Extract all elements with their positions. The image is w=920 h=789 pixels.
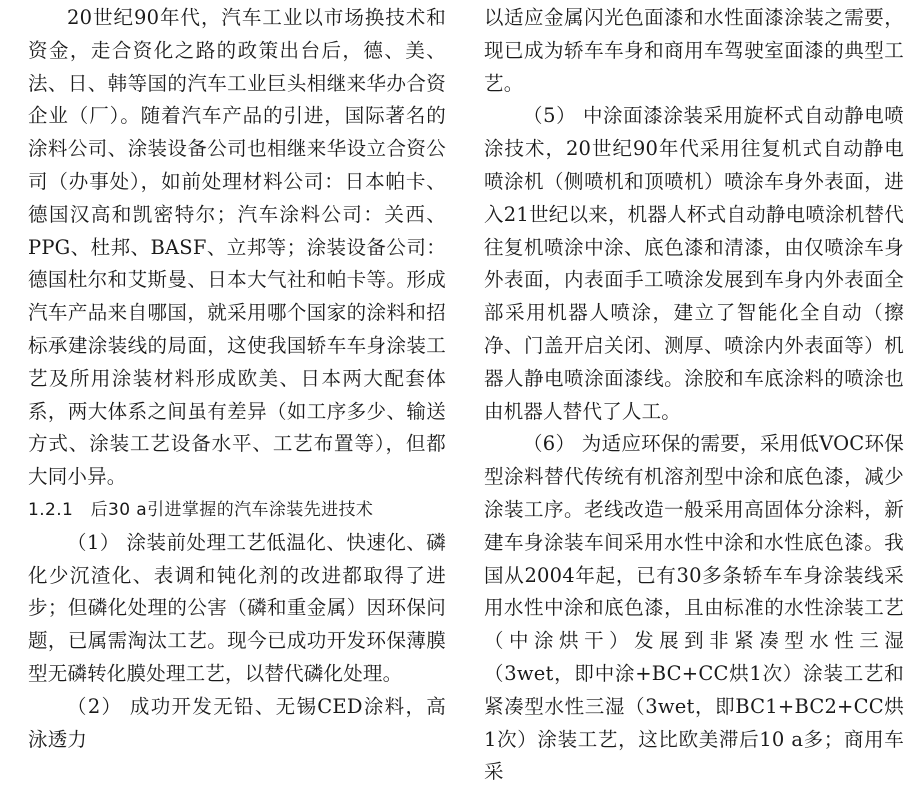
item-6-paragraph: （6） 为适应环保的需要，采用低VOC环保型涂料替代传统有机溶剂型中涂和底色漆，减少涂装工序。老线改造一般采用高固体分涂料，新建车身涂装车间采用水性中涂和水性底色漆。我国从2004年起，已有30多条轿车车身涂装线采用水性中涂和底色漆，且由标准的水性涂装工艺（中涂烘干）发展到非紧凑型水性三湿（3wet，即中涂+BC+CC烘1次）涂装工艺和紧凑型水性三湿（3wet，即BC1+BC2+CC烘1次）涂装工艺，这比欧美滞后10 a多；商用车采 — [484, 432, 904, 784]
item-2-paragraph-start: （2） 成功开发无铅、无锡CED涂料，高泳透力 — [28, 694, 446, 751]
right-column — [484, 2, 904, 789]
left-column — [28, 2, 446, 756]
intro-paragraph: 20世纪90年代，汽车工业以市场换技术和资金，走合资化之路的政策出台后，德、美、法、日、韩等国的汽车工业巨头相继来华办合资企业（厂）。随着汽车产品的引进，国际著名的涂料公司、涂装设备公司也相继来华设立合资公司（办事处），如前处理材料公司：日本帕卡、德国汉高和凯密特尔；汽车涂料公司：关西、PPG、杜邦、BASF、立邦等；涂装设备公司：德国杜尔和艾斯曼、日本大气社和帕卡等。形成汽车产品来自哪国，就采用哪个国家的涂料和招标承建涂装线的局面，这使我国轿车车身涂装工艺及所用涂装材料形成欧美、日本两大配套体系，两大体系之间虽有差异（如工序多少、输送方式、涂装工艺设备水平、工艺布置等），但都大同小异。 — [28, 6, 446, 489]
item-1-paragraph: （1） 涂装前处理工艺低温化、快速化、磷化少沉渣化、表调和钝化剂的改进都取得了进步；但磷化处理的公害（磷和重金属）因环保问题，已属需淘汰工艺。现今已成功开发环保薄膜型无磷转化膜处理工艺，以替代磷化处理。 — [28, 530, 446, 685]
section-heading: 1.2.1 后30 a引进掌握的汽车涂装先进技术 — [28, 499, 374, 520]
item-2-paragraph-end: 以适应金属闪光色面漆和水性面漆涂装之需要，现已成为轿车车身和商用车驾驶室面漆的典型工艺。 — [484, 6, 904, 95]
item-5-paragraph: （5） 中涂面漆涂装采用旋杯式自动静电喷涂技术，20世纪90年代采用往复机式自动静电喷涂机（侧喷机和顶喷机）喷涂车身外表面，进入21世纪以来，机器人杯式自动静电喷涂机替代往复机喷涂中涂、底色漆和清漆，由仅喷涂车身外表面，内表面手工喷涂发展到车身内外表面全部采用机器人喷涂，建立了智能化全自动（擦净、门盖开启关闭、测厚、喷涂内外表面等）机器人静电喷涂面漆线。涂胶和车底涂料的喷涂也由机器人替代了人工。 — [484, 104, 904, 423]
